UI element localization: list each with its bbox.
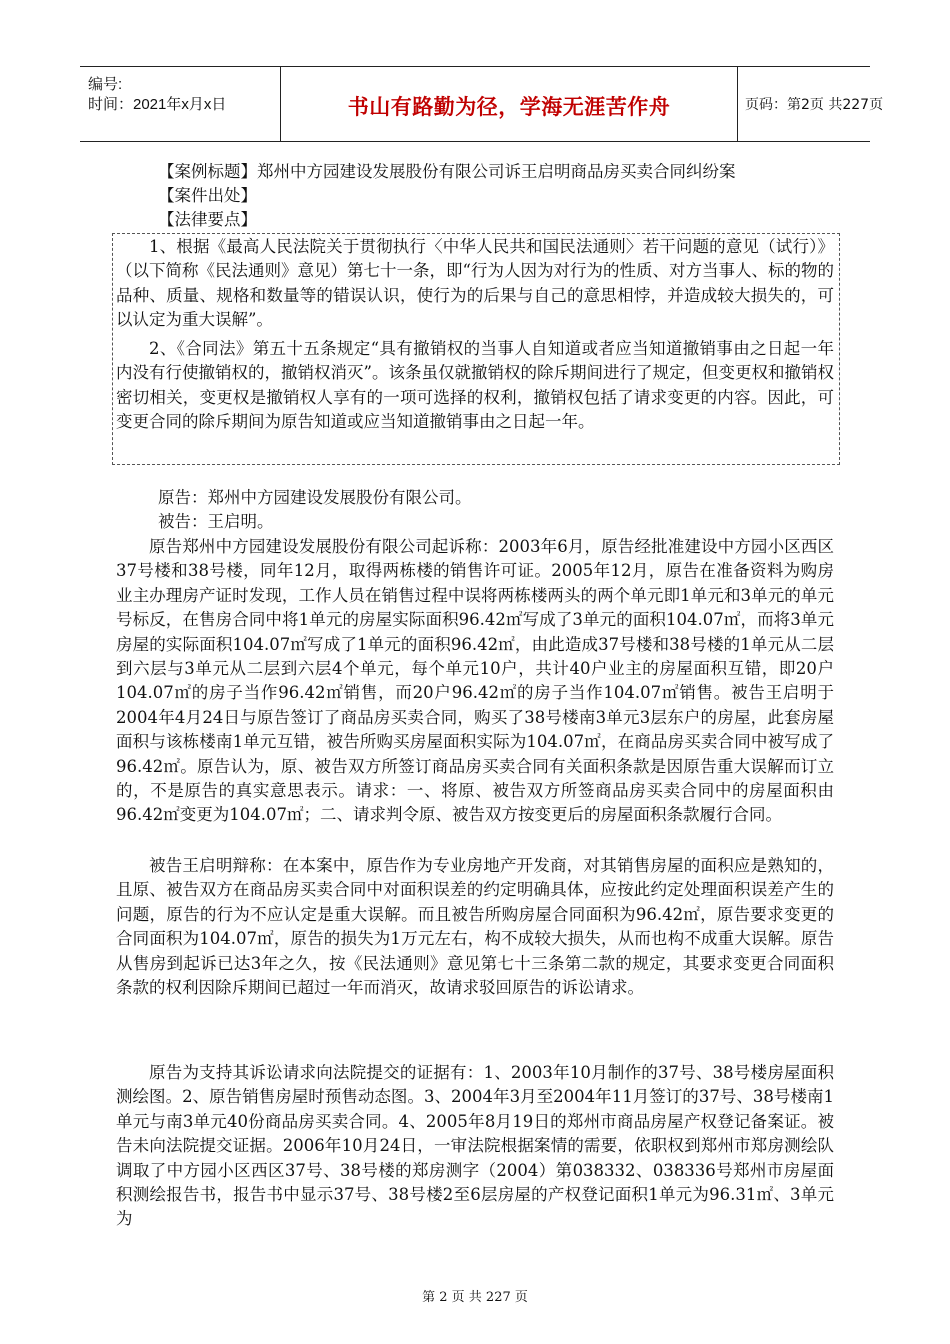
page-footer: 第 2 页 共 227 页 [422,1290,528,1305]
doc-number-label: 编号: [88,76,123,93]
header-motto-cell [280,67,738,141]
body-paragraph-complaint: 原告郑州中方园建设发展股份有限公司起诉称：2003年6月，原告经批准建设中方园小区西区37号楼和38号楼，同年12月，取得两栋楼的销售许可证。2005年12月，原告在准备资料为购房业主办理房产证时发现，工作人员在销售过程中误将两栋楼两头的两个单元即1单元和3单元的单元号标反，在售房合同中将1单元的房屋实际面积96.42㎡写成了3单元的面积104.07㎡，而将3单元房屋的实际面积104.07㎡写成了1单元的面积96.42㎡，由此造成37号楼和38号楼的1单元从二层到六层与3单元从二层到六层4个单元，每个单元10户，共计40户业主的房屋面积互错，即20户104.07㎡的房子当作96.42㎡销售，而20户96.42㎡的房子当作104.07㎡销售。被告王启明于2004年4月24日与原告签订了商品房买卖合同，购买了38号楼南3单元3层东户的房屋，此套房屋面积与该栋楼南1单元互错，被告所购买房屋面积实际为104.07㎡，在商品房买卖合同中被写成了96.42㎡。原告认为，原、被告双方所签订商品房买卖合同有关面积条款是因原告重大误解而订立的，不是原告的真实意思表示。请求：一、将原、被告双方所签商品房买卖合同中的房屋面积由96.42㎡变更为104.07㎡；二、请求判令原、被告双方按变更后的房屋面积条款履行合同。 [116,537,834,825]
case-source: 【案件出处】 [158,186,257,205]
header-page-cell [737,67,884,141]
key-point-1: 1、根据《最高人民法院关于贯彻执行〈中华人民共和国民法通则〉若干问题的意见（试行）》（以下简称《民法通则》意见）第七十一条，即“行为人因为对行为的性质、对方当事人、标的物的品种、质量、规格和数量等的错误认识，使行为的后果与自己的意思相悖，并造成较大损失的，可以认定为重大误解”。 [116,237,834,330]
header-meta-cell [80,67,280,141]
page-counter: 页码：第2页 共227页 [745,97,884,113]
case-key-points-heading: 【法律要点】 [158,210,257,229]
defendant-line: 被告：王启明。 [158,512,274,531]
body-paragraph-defense: 被告王启明辩称：在本案中，原告作为专业房地产开发商，对其销售房屋的面积应是熟知的，且原、被告双方在商品房买卖合同中对面积误差的约定明确具体，应按此约定处理面积误差产生的问题，原告的行为不应认定是重大误解。而且被告所购房屋合同面积为96.42㎡，原告要求变更的合同面积为104.07㎡，原告的损失为1万元左右，构不成较大损失，从而也构不成重大误解。原告从售房到起诉已达3年之久，按《民法通则》意见第七十三条第二款的规定，其要求变更合同面积条款的权利因除斥期间已超过一年而消灭，故请求驳回原告的诉讼请求。 [116,856,834,998]
plaintiff-line: 原告：郑州中方园建设发展股份有限公司。 [158,488,472,507]
body-paragraph-evidence: 原告为支持其诉讼请求向法院提交的证据有：1、2003年10月制作的37号、38号楼房屋面积测绘图。2、原告销售房屋时预售动态图。3、2004年3月至2004年11月签订的37号、38号楼南1单元与南3单元40份商品房买卖合同。4、2005年8月19日的郑州市商品房屋产权登记备案证。被告未向法院提交证据。2006年10月24日，一审法院根据案情的需要，依职权到郑州市郑房测绘队调取了中方园小区西区37号、38号楼的郑房测字（2004）第038332、038336号郑州市房屋面积测绘报告书，报告书中显示37号、38号楼2至6层房屋的产权登记面积1单元为96.31㎡、3单元为 [116,1063,834,1229]
motto-text: 书山有路勤为径，学海无涯苦作舟 [347,95,671,119]
doc-time-label: 时间：2021年x月x日 [88,96,227,113]
header-table [80,66,884,142]
key-point-2: 2、《合同法》第五十五条规定“具有撤销权的当事人自知道或者应当知道撤销事由之日起一年内没有行使撤销权的，撤销权消灭”。该条虽仅就撤销权的除斥期间进行了规定，但变更权和撤销权密切相关，变更权是撤销权人享有的一项可选择的权利，撤销权包括了请求变更的内容。因此，可变更合同的除斥期间为原告知道或应当知道撤销事由之日起一年。 [116,339,834,432]
case-title: 【案例标题】郑州中方园建设发展股份有限公司诉王启明商品房买卖合同纠纷案 [158,162,736,181]
